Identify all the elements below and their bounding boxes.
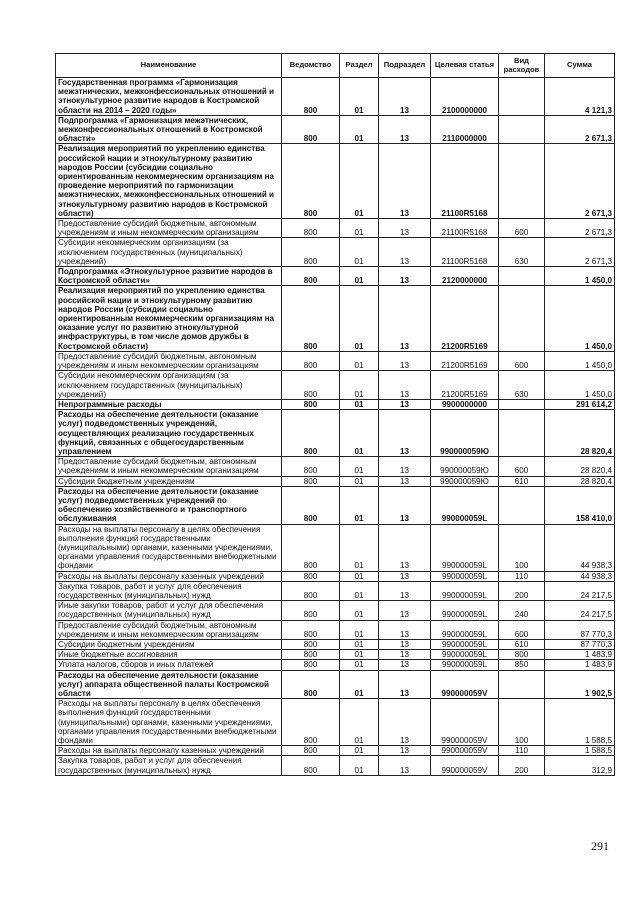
cell-section: 01 [340,371,379,400]
table-row [56,286,615,351]
table-body [56,78,615,776]
table-row [56,670,615,699]
cell-sum: 1 450,0 [545,267,615,286]
cell-dept: 800 [282,486,340,524]
cell-section: 01 [340,286,379,351]
cell-section: 01 [340,410,379,457]
cell-target: 990000059V [431,746,499,756]
cell-section: 01 [340,756,379,775]
table-row [56,144,615,219]
cell-target: 2120000000 [431,267,499,286]
cell-subsection: 13 [379,286,431,351]
cell-sum: 44 938,3 [545,571,615,581]
table-row [56,115,615,144]
cell-section: 01 [340,476,379,486]
cell-name: Уплата налогов, сборов и иных платежей [56,660,282,670]
cell-target: 990000059L [431,601,499,620]
table-row [56,746,615,756]
cell-section: 01 [340,144,379,219]
table-row [56,571,615,581]
cell-subsection: 13 [379,639,431,649]
cell-sum: 24 217,5 [545,581,615,600]
cell-name: Закупка товаров, работ и услуг для обеспечения государственных (муниципальных) нужд [56,756,282,775]
cell-sum: 1 902,5 [545,670,615,699]
table-row [56,457,615,476]
cell-dept: 800 [282,571,340,581]
cell-name: Расходы на обеспечение деятельности (оказание услуг) подведомственных учреждений по обеспечению хозяйственного и транспортного обслуживания [56,486,282,524]
cell-name: Реализация мероприятий по укреплению единства российской нации и этнокультурному развитию народов России (субсидии социально ориентированным некоммерческим организациям на оказание услуг по развитию этнокультурной инфраструктуры, в том числе домов дружбы в Костромской области) [56,286,282,351]
cell-name: Подпрограмма «Гармонизация межэтнических, межконфессиональных отношений в Костромской области» [56,115,282,144]
cell-section: 01 [340,670,379,699]
cell-dept: 800 [282,756,340,775]
cell-target: 21200R5169 [431,371,499,400]
header-subsection: Подраздел [379,54,431,78]
cell-kind: 610 [499,476,545,486]
cell-sum: 2 671,3 [545,238,615,267]
cell-sum: 2 671,3 [545,115,615,144]
cell-kind [499,670,545,699]
cell-dept: 800 [282,524,340,571]
cell-section: 01 [340,115,379,144]
cell-sum: 28 820,4 [545,457,615,476]
cell-target: 990000059V [431,699,499,746]
cell-target: 21100R5168 [431,144,499,219]
cell-dept: 800 [282,219,340,238]
cell-kind: 850 [499,660,545,670]
cell-subsection: 13 [379,524,431,571]
cell-dept: 800 [282,639,340,649]
cell-subsection: 13 [379,756,431,775]
header-section: Раздел [340,54,379,78]
budget-table [55,53,615,776]
header-dept: Ведомство [282,54,340,78]
cell-section: 01 [340,524,379,571]
cell-sum: 2 671,3 [545,219,615,238]
cell-target: 990000059L [431,486,499,524]
cell-kind: 100 [499,524,545,571]
cell-subsection: 13 [379,699,431,746]
cell-kind: 200 [499,581,545,600]
cell-kind [499,410,545,457]
page-number: 291 [591,839,609,853]
cell-name: Подпрограмма «Этнокультурное развитие народов в Костромской области» [56,267,282,286]
cell-kind: 100 [499,699,545,746]
cell-name: Непрограммные расходы [56,399,282,409]
cell-name: Государственная программа «Гармонизация межэтнических, межконфессиональных отношений и этнокультурное развитие народов в Костромской области на 2014 – 2020 годы» [56,78,282,116]
cell-section: 01 [340,457,379,476]
table-row [56,581,615,600]
cell-target: 990000059V [431,756,499,775]
cell-sum: 1 450,0 [545,371,615,400]
cell-kind [499,399,545,409]
cell-name: Реализация мероприятий по укреплению единства российской нации и этнокультурному развитию народов России (субсидии социально ориентированным некоммерческим организациям на проведение мероприятий по гармонизации межэтнических, межконфессиональных отношений и этнокультурному развитию народов в Костромской области) [56,144,282,219]
cell-name: Расходы на выплаты персоналу в целях обеспечения выполнения функций государственными (муниципальными) органами, казенными учреждениями, органами управления государственными внебюджетными фондами [56,524,282,571]
cell-sum: 87 770,3 [545,620,615,639]
cell-subsection: 13 [379,746,431,756]
cell-subsection: 13 [379,601,431,620]
cell-dept: 800 [282,410,340,457]
cell-kind: 630 [499,371,545,400]
cell-subsection: 13 [379,144,431,219]
cell-subsection: 13 [379,476,431,486]
cell-name: Расходы на выплаты персоналу в целях обеспечения выполнения функций государственными (муниципальными) органами, казенными учреждениями, органами управления государственными внебюджетными фондами [56,699,282,746]
cell-name: Субсидии бюджетным учреждениям [56,476,282,486]
cell-section: 01 [340,746,379,756]
cell-target: 21100R5168 [431,238,499,267]
table-row [56,78,615,116]
cell-target: 990000059V [431,670,499,699]
table-row [56,410,615,457]
table-row [56,399,615,409]
cell-subsection: 13 [379,78,431,116]
cell-section: 01 [340,650,379,660]
cell-kind: 110 [499,746,545,756]
cell-target: 990000059Ю [431,410,499,457]
cell-dept: 800 [282,601,340,620]
cell-target: 2100000000 [431,78,499,116]
cell-kind: 600 [499,457,545,476]
table-row [56,238,615,267]
cell-section: 01 [340,571,379,581]
cell-name: Субсидии бюджетным учреждениям [56,639,282,649]
cell-kind: 610 [499,639,545,649]
table-row [56,639,615,649]
cell-dept: 800 [282,620,340,639]
cell-dept: 800 [282,581,340,600]
cell-name: Расходы на выплаты персоналу казенных учреждений [56,571,282,581]
cell-kind [499,78,545,116]
cell-kind [499,486,545,524]
cell-target: 2110000000 [431,115,499,144]
cell-subsection: 13 [379,486,431,524]
table-row [56,351,615,370]
cell-dept: 800 [282,399,340,409]
cell-subsection: 13 [379,457,431,476]
cell-kind: 200 [499,756,545,775]
cell-dept: 800 [282,286,340,351]
table-row [56,756,615,775]
table-row [56,486,615,524]
cell-section: 01 [340,699,379,746]
cell-dept: 800 [282,78,340,116]
cell-sum: 28 820,4 [545,410,615,457]
cell-dept: 800 [282,351,340,370]
cell-dept: 800 [282,238,340,267]
cell-sum: 1 588,5 [545,746,615,756]
cell-section: 01 [340,601,379,620]
cell-subsection: 13 [379,371,431,400]
cell-kind [499,286,545,351]
cell-target: 21200R5169 [431,286,499,351]
cell-dept: 800 [282,144,340,219]
cell-dept: 800 [282,670,340,699]
cell-subsection: 13 [379,410,431,457]
cell-sum: 24 217,5 [545,601,615,620]
cell-name: Предоставление субсидий бюджетным, автономным учреждениям и иным некоммерческим организациям [56,219,282,238]
cell-section: 01 [340,660,379,670]
cell-dept: 800 [282,746,340,756]
cell-kind: 600 [499,351,545,370]
cell-sum: 87 770,3 [545,639,615,649]
cell-kind: 110 [499,571,545,581]
cell-section: 01 [340,620,379,639]
cell-name: Расходы на обеспечение деятельности (оказание услуг) аппарата общественной палаты Костромской области [56,670,282,699]
cell-section: 01 [340,639,379,649]
cell-kind [499,144,545,219]
cell-name: Субсидии некоммерческим организациям (за исключением государственных (муниципальных) учреждений) [56,238,282,267]
cell-section: 01 [340,267,379,286]
cell-kind: 630 [499,238,545,267]
table-row [56,476,615,486]
cell-name: Расходы на выплаты персоналу казенных учреждений [56,746,282,756]
cell-sum: 1 588,5 [545,699,615,746]
cell-section: 01 [340,399,379,409]
cell-kind [499,267,545,286]
cell-subsection: 13 [379,660,431,670]
cell-name: Предоставление субсидий бюджетным, автономным учреждениям и иным некоммерческим организациям [56,457,282,476]
cell-sum: 1 483,9 [545,650,615,660]
cell-section: 01 [340,486,379,524]
cell-target: 990000059Ю [431,457,499,476]
cell-section: 01 [340,581,379,600]
cell-name: Расходы на обеспечение деятельности (оказание услуг) подведомственных учреждений, осуществляющих реализацию государственных функций, связанных с общегосударственным управлением [56,410,282,457]
cell-name: Предоставление субсидий бюджетным, автономным учреждениям и иным некоммерческим организациям [56,620,282,639]
header-kind: Вид расходов [499,54,545,78]
cell-dept: 800 [282,115,340,144]
cell-section: 01 [340,238,379,267]
budget-table-sheet [55,53,614,776]
table-header-row [56,54,615,78]
cell-section: 01 [340,78,379,116]
cell-target: 990000059L [431,571,499,581]
header-target: Целевая статья [431,54,499,78]
cell-target: 21100R5168 [431,219,499,238]
cell-sum: 2 671,3 [545,144,615,219]
cell-name: Закупка товаров, работ и услуг для обеспечения государственных (муниципальных) нужд [56,581,282,600]
cell-section: 01 [340,351,379,370]
cell-target: 990000059L [431,620,499,639]
cell-target: 990000059L [431,639,499,649]
cell-subsection: 13 [379,399,431,409]
cell-kind: 600 [499,219,545,238]
cell-sum: 1 483,9 [545,660,615,670]
table-row [56,219,615,238]
cell-sum: 4 121,3 [545,78,615,116]
table-row [56,601,615,620]
table-row [56,620,615,639]
cell-target: 21200R5169 [431,351,499,370]
cell-target: 990000059L [431,524,499,571]
cell-target: 990000059L [431,650,499,660]
table-row [56,699,615,746]
cell-dept: 800 [282,660,340,670]
cell-subsection: 13 [379,219,431,238]
cell-sum: 28 820,4 [545,476,615,486]
cell-subsection: 13 [379,581,431,600]
cell-dept: 800 [282,457,340,476]
cell-subsection: 13 [379,650,431,660]
cell-dept: 800 [282,650,340,660]
cell-name: Субсидии некоммерческим организациям (за исключением государственных (муниципальных) учреждений) [56,371,282,400]
cell-name: Иные бюджетные ассигнования [56,650,282,660]
table-row [56,267,615,286]
table-row [56,650,615,660]
cell-dept: 800 [282,476,340,486]
cell-target: 990000059Ю [431,476,499,486]
cell-dept: 800 [282,267,340,286]
cell-subsection: 13 [379,351,431,370]
cell-name: Иные закупки товаров, работ и услуг для обеспечения государственных (муниципальных) нужд [56,601,282,620]
cell-subsection: 13 [379,267,431,286]
cell-subsection: 13 [379,571,431,581]
table-row [56,660,615,670]
cell-dept: 800 [282,371,340,400]
table-row [56,371,615,400]
cell-sum: 1 450,0 [545,286,615,351]
cell-sum: 44 938,3 [545,524,615,571]
cell-target: 990000059L [431,581,499,600]
cell-target: 990000059L [431,660,499,670]
cell-sum: 158 410,0 [545,486,615,524]
cell-name: Предоставление субсидий бюджетным, автономным учреждениям и иным некоммерческим организациям [56,351,282,370]
cell-sum: 291 614,2 [545,399,615,409]
header-name: Наименование [56,54,282,78]
cell-sum: 1 450,0 [545,351,615,370]
cell-kind: 240 [499,601,545,620]
cell-target: 9900000000 [431,399,499,409]
cell-subsection: 13 [379,620,431,639]
header-sum: Сумма [545,54,615,78]
cell-kind [499,115,545,144]
cell-kind: 800 [499,650,545,660]
cell-sum: 312,9 [545,756,615,775]
cell-section: 01 [340,219,379,238]
cell-subsection: 13 [379,115,431,144]
cell-subsection: 13 [379,238,431,267]
cell-subsection: 13 [379,670,431,699]
table-row [56,524,615,571]
cell-dept: 800 [282,699,340,746]
cell-kind: 600 [499,620,545,639]
